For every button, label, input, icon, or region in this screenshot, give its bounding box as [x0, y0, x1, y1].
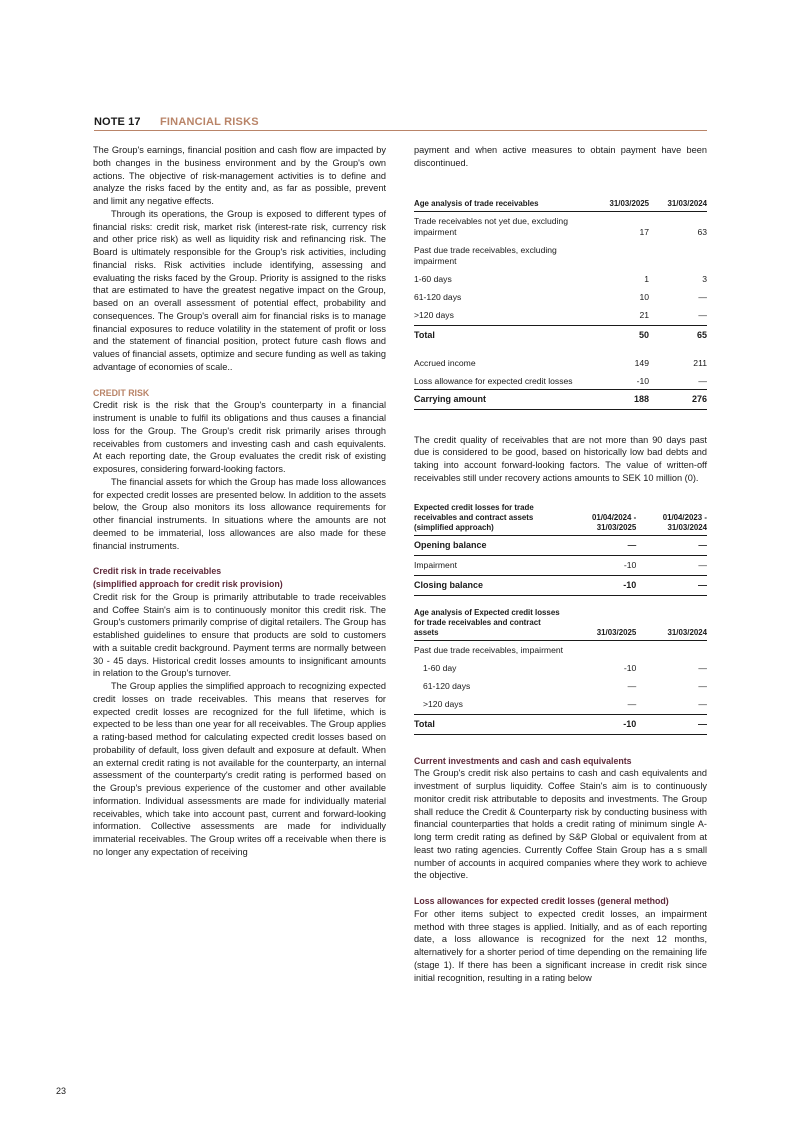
- credit-risk-paragraph-1: Credit risk is the risk that the Group's counterparty in a financial instrument is unable to fulfil its obligations and thus causes a financial loss for the Group. The Group's credit risk primarily arises through receivables from customers and investing cash and cash equivalents. At each reporting date, the Group evaluates the credit risk of existing exposures, considering forward-looking factors.: [93, 400, 386, 474]
- row-value: —: [636, 714, 707, 734]
- row-value: -10: [636, 375, 649, 386]
- row-value: [591, 240, 649, 269]
- row-value: —: [636, 575, 707, 595]
- table-row: [414, 240, 707, 269]
- table-header: Expected credit losses for trade receivables and contract assets (simplified approach): [414, 503, 566, 536]
- row-value: —: [566, 535, 637, 555]
- row-value: 3: [702, 273, 707, 284]
- table-row: [414, 658, 707, 676]
- row-label: 61-120 days: [423, 680, 471, 691]
- row-value: 50: [591, 325, 649, 345]
- intro-paragraph-1: The Group's earnings, financial position and cash flow are impacted by both changes in the business environment and by the Group's own actions. The objective of risk-management activities is to define and analyze the risks faced by the entity and, as far as possible, prevent and limit any negative effects.: [93, 145, 386, 206]
- table-header: Age analysis of trade receivables: [414, 199, 591, 212]
- trade-receivables-paragraph-2: The Group applies the simplified approach to recognizing expected credit losses on trade receivables. This means that reserves for expected credit losses are recognized for the full lifetime, which is expected to be less than one year for all receivables. The Group applies a rating-based method for calculating expected credit losses based on probability of default, loss given default and exposure at default. When an external credit rating is not available for the counterparty, an internal assessment of the counterparty's credit rating is performed based on the Group's previous experience of the customer and other available information. Individual assessments are made for individually material receivables, which take into account past, current and forward-looking information. Collective assessments are made for individually immaterial receivables. The Group writes off a receivable when there is no longer any expectation of receiving: [93, 681, 386, 857]
- row-value: —: [698, 375, 707, 386]
- row-label: >120 days: [414, 309, 454, 320]
- row-value: —: [636, 535, 707, 555]
- table-row: [414, 694, 707, 715]
- row-label: >120 days: [423, 698, 463, 709]
- row-value: —: [698, 662, 707, 673]
- trade-receivables-subheading: (simplified approach for credit risk provision): [93, 579, 283, 589]
- row-value: 21: [639, 309, 649, 320]
- row-value: [566, 640, 637, 658]
- table-row-total: [414, 389, 707, 409]
- row-value: 10: [639, 291, 649, 302]
- left-column: [93, 144, 386, 859]
- row-label: Loss allowance for expected credit losses: [414, 375, 573, 386]
- note-number: NOTE 17: [94, 116, 141, 128]
- expected-losses-age-analysis-table: [414, 608, 707, 735]
- row-label: 1-60 day: [423, 662, 457, 673]
- row-label: Past due trade receivables, excluding impairment: [414, 244, 557, 266]
- investments-heading: Current investments and cash and cash equivalents: [414, 755, 632, 766]
- table-row: [414, 305, 707, 326]
- row-value: 211: [693, 357, 707, 368]
- table-row-total: [414, 325, 707, 345]
- row-value: —: [698, 680, 707, 691]
- table-header: 31/03/2024: [649, 199, 707, 212]
- row-value: 188: [591, 389, 649, 409]
- row-label: 61-120 days: [414, 291, 462, 302]
- row-value: —: [627, 698, 637, 709]
- table-header: 31/03/2025: [566, 608, 637, 641]
- table-header: Age analysis of Expected credit losses for trade receivables and contract assets: [414, 608, 566, 641]
- table-row: [414, 287, 707, 305]
- row-value: 65: [649, 325, 707, 345]
- general-method-heading: Loss allowances for expected credit losses (general method): [414, 896, 669, 906]
- row-value: -10: [623, 559, 637, 570]
- table-row: [414, 640, 707, 658]
- credit-risk-paragraph-2: The financial assets for which the Group has made loss allowances for expected credit losses are presented below. In addition to the assets below, the Group also monitors its loss allowance requirements for other financial instruments. In situations where the amounts are not deemed to be immaterial, loss allowances are also made for these financial instruments.: [93, 476, 386, 551]
- table-header: 31/03/2025: [591, 199, 649, 212]
- continued-paragraph: payment and when active measures to obtain payment have been discontinued.: [414, 145, 707, 168]
- row-label: Trade receivables not yet due, excluding impairment: [414, 215, 568, 237]
- row-value: 1: [644, 273, 649, 284]
- row-label: 1-60 days: [414, 273, 452, 284]
- row-value: 149: [634, 357, 649, 368]
- table-row: [414, 269, 707, 287]
- row-label: Past due trade receivables, impairment: [414, 644, 564, 655]
- row-value: -10: [623, 662, 637, 673]
- row-label: Impairment: [414, 559, 457, 570]
- table-row-total: [414, 714, 707, 734]
- row-value: [649, 240, 707, 269]
- table-row: [414, 371, 707, 390]
- table-row: [414, 555, 707, 575]
- table-row: [414, 535, 707, 555]
- age-analysis-table: [414, 199, 707, 410]
- credit-quality-paragraph: The credit quality of receivables that are not more than 90 days past due is considered to be good, based on historically low bad debts and taking into account forward-looking factors. The value of written-off receivables still under recovery actions amounts to SEK 10 million (0).: [414, 434, 707, 483]
- expected-credit-losses-table: [414, 503, 707, 596]
- table-row: [414, 211, 707, 240]
- row-value: —: [698, 698, 707, 709]
- table-header: 01/04/2023 - 31/03/2024: [636, 503, 707, 536]
- intro-paragraph-2: Through its operations, the Group is exposed to different types of financial risks: credit risk, market risk (interest-rate risk, currency risk and other price risk) as well as liquidity risk and refinancing risk. The Board is ultimately responsible for the Group's risk activities, including financial risks. Risk activities include identifying, assessing and evaluating the risks faced by the Group. Priority is assigned to the risks that are estimated to have the greatest negative impact on the Group, based on an overall assessment of potential effect, probability and consequences. The Group's overall aim for financial risks is to manage financial exposures to reduce volatility in the statement of profit or loss and the statement of financial position, protect future cash flows and values of financial assets, optimize and secure funding as well as taking advantage of economies of scale..: [93, 208, 386, 372]
- row-label: Accrued income: [414, 357, 476, 368]
- row-value: —: [698, 291, 707, 302]
- row-value: 17: [639, 226, 649, 237]
- row-value: —: [698, 309, 707, 320]
- right-column: [414, 144, 707, 984]
- row-value: [636, 640, 707, 658]
- trade-receivables-paragraph-1: Credit risk for the Group is primarily attributable to trade receivables and Coffee Stain's aim is to continuously monitor this credit risk. The Group's customers primarily comprise of digital retailers. The Group has established guidelines to ensure that products are sold to customers with a suitable credit background. Payment terms are normally between 30 - 45 days. Historical credit losses amounts to insignificant amounts in relation to the Group's turnover.: [93, 591, 386, 679]
- row-label: Closing balance: [414, 575, 566, 595]
- row-label: Carrying amount: [414, 389, 591, 409]
- row-value: -10: [566, 575, 637, 595]
- row-label: Total: [414, 325, 591, 345]
- credit-risk-heading: CREDIT RISK: [93, 387, 150, 398]
- table-row-total: [414, 575, 707, 595]
- row-value: -10: [566, 714, 637, 734]
- table-header: 31/03/2024: [636, 608, 707, 641]
- row-label: Opening balance: [414, 535, 566, 555]
- row-value: 276: [649, 389, 707, 409]
- page-number: 23: [56, 1086, 67, 1096]
- row-value: —: [698, 559, 707, 570]
- row-label: Total: [414, 714, 566, 734]
- table-header: 01/04/2024 - 31/03/2025: [566, 503, 637, 536]
- table-row: [414, 345, 707, 371]
- note-header: [94, 116, 707, 131]
- general-method-paragraph: For other items subject to expected credit losses, an impairment method with three stages is applied. Initially, and as of each reporting date, a loss allowance is recognized for the next 12 months, alternatively for a shorter period of time depending on the remaining life (stage 1). If there has been a significant increase in credit risk since initial recognition, resulting in a rating below: [414, 908, 707, 983]
- investments-paragraph: The Group's credit risk also pertains to cash and cash equivalents and investment of surplus liquidity. Coffee Stain's aim is to continuously monitor credit risk attributable to deposits and investments. The Group shall reduce the Credit & Counterparty risk by conducting business with financial counterparties that holds a credit rating of minimum single A- long term credit rating as defined by S&P Global or equivalent from at least two rating agencies. Currently Coffee Stain Group has a s small number of accounts in acquired companies where they work to achieve the objective.: [414, 768, 707, 881]
- row-value: —: [627, 680, 637, 691]
- row-value: 63: [697, 226, 707, 237]
- note-title: FINANCIAL RISKS: [160, 116, 259, 128]
- table-row: [414, 676, 707, 694]
- trade-receivables-heading: Credit risk in trade receivables: [93, 566, 222, 577]
